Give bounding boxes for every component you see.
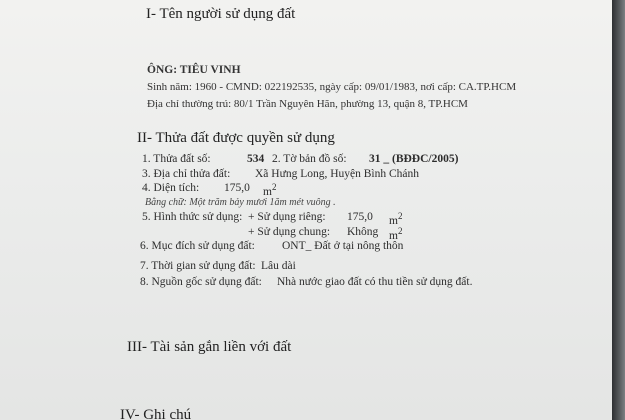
section-iii-title: III- Tài sản gắn liền với đất [127,339,292,355]
private-use-value: 175,0 [347,211,373,223]
parcel-number-label: 1. Thửa đất số: [142,153,211,165]
section-iv-title: IV- Ghi chú [120,407,192,420]
land-address-label: 3. Địa chỉ thửa đất: [142,168,231,180]
private-use-label: + Sử dụng riêng: [248,211,326,223]
origin-value: Nhà nước giao đất có thu tiền sử dụng đất. [277,276,473,288]
usage-form-label: 5. Hình thức sử dụng: [142,211,243,223]
purpose-label: 6. Mục đích sử dụng đất: [140,240,255,252]
area-value: 175,0 [224,182,250,194]
shared-use-label: + Sử dụng chung: [248,226,331,238]
owner-address: Địa chỉ thường trú: 80/1 Trần Nguyên Hãn, phường 13, quận 8, TP.HCM [147,98,468,110]
area-in-words: Bằng chữ: Một trăm bảy mươi 1ăm mét vuông . [145,197,336,208]
land-address-value: Xã Hưng Long, Huyện Bình Chánh [255,168,420,180]
shared-use-unit: $m^2$ [389,226,403,242]
map-sheet-value: 31 _ (BĐĐC/2005) [369,153,459,165]
map-sheet-label: 2. Tờ bản đồ số: [272,153,347,165]
term-label: 7. Thời gian sử dụng đất: [140,260,256,272]
parcel-number-value: 534 [247,153,265,165]
owner-info: Sinh năm: 1960 - CMND: 022192535, ngày cấp: 09/01/1983, nơi cấp: CA.TP.HCM [147,81,517,93]
area-label: 4. Diện tích: [142,182,200,194]
term-value: Lâu dài [261,260,296,272]
owner-name: ÔNG: TIÊU VINH [147,64,241,76]
area-unit: $m^2$ [263,182,277,198]
purpose-value: ONT_ Đất ở tại nông thôn [282,240,404,252]
section-ii-title: II- Thửa đất được quyền sử dụng [137,130,335,146]
section-i-title: I- Tên người sử dụng đất [146,6,296,22]
page-edge-shadow [612,0,625,420]
private-use-unit: $m^2$ [389,211,403,227]
origin-label: 8. Nguồn gốc sử dụng đất: [140,276,262,288]
shared-use-value: Không [347,226,379,238]
